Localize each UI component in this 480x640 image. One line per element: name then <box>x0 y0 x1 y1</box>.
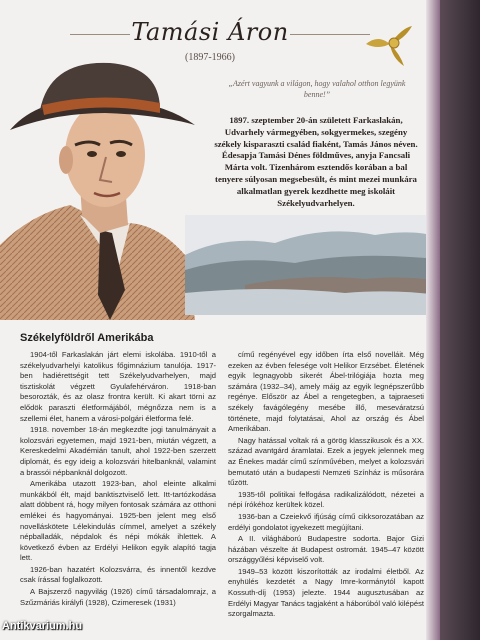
page-title: Tamási Áron <box>131 18 289 46</box>
paragraph: Nagy hatással voltak rá a görög klasszikusok és a XX. század avantgárd áramlatai. Ezek a jegyek jelennek meg az Énekes madár című színművében, melyet a kolozsvári bemutató után a budapesti Nemzeti Színház is műsorára tűzött. <box>228 435 424 488</box>
paragraph: 1936-ban a Czeiekvő ifjúság című cikksorozatában az erdélyi gondolatot igyekezett megújítani. <box>228 511 424 532</box>
paragraph: 1949–53 között kiszorították az irodalmi életből. Az enyhülés kezdetét a Nagy Imre-kormánytól kapott Kossuth-díj (1953) jelezte. 1944 augusztusában az Erdélyi Magyar Tanács tagjaként a háborúból való kilépést szorgalmazta. <box>228 566 424 619</box>
author-quote: „Azért vagyunk a világon, hogy valahol otthon legyünk benne!” <box>228 79 406 99</box>
paragraph: 1918. november 18-án megkezdte jogi tanulmányait a kolozsvári egyetemen, majd 1921-ben, miután végzett, a Kereskedelmi Akadémián tanult, ahol 1922-ben szerzett diplomát, és egy ideig a kolozsvári hitelbanknál, valamint a brassói népbanknál dolgozott. <box>20 425 216 477</box>
landscape-illustration <box>185 215 437 315</box>
paragraph: Amerikába utazott 1923-ban, ahol eleinte alkalmi munkákból élt, majd banktisztviselő lett. Itt-tartózkodása alatt döbbent rá, hogy milyen fontosak számára az otthoni emlékei és hagyományai. 1925-ben jelent meg első novelláskötete Lélekindulás címmel, amelyet a székely népballadák, népdalok és népi mókák ihlettek. A következő évben az Erdélyi Helikon egyik alapító tagja lett. <box>20 479 216 563</box>
book-edge <box>440 0 480 640</box>
gold-leaf-ornament-icon <box>364 22 414 68</box>
author-portrait <box>0 55 200 320</box>
page-binding <box>426 0 440 640</box>
section-heading: Székelyföldről Amerikába <box>20 332 154 344</box>
watermark: Antikvarium.hu <box>2 620 83 632</box>
paragraph: A Bajszerző nagyvilág (1926) című társadalomrajz, a Szűzmáriás királyfi (1928), Czimeresek (1931) <box>20 587 216 607</box>
text-column-right <box>228 350 424 621</box>
biography-intro: 1897. szeptember 20-án született Farkaslakán, Udvarhely vármegyében, sokgyermekes, szegény székely kisparaszti család fiaként, Tamás János néven. Édesapja Tamási Dénes földműves, anyja Fancsali Márta volt. Tizenhárom esztendős korában a bal tenyere súlyosan megsebesült, és mint mezei munkára alkalmatlan gyerek kezdhette meg iskoláit Székelyudvarhelyen. <box>214 115 418 208</box>
paragraph: 1935-től politikai felfogása radikalizálódott, nézetei a népi írókéhoz kerültek közel. <box>228 489 424 510</box>
text-column-left <box>20 350 216 609</box>
paragraph: 1904-től Farkaslakán járt elemi iskolába. 1910-től a székelyudvarhelyi katolikus főgimnázium tanulója. 1917-ben hadiérettségit tett Székelyudvarhelyen, majd tisztiskolát végzett Gyulafehérváron. 1918-ban besorozták, és az olasz frontra került. Ki akart törni az elődök paraszti életformájából, mégnőzza nem is a szellemi élet, hanem a városi-polgári életforma felé. <box>20 350 216 423</box>
life-years: (1897-1966) <box>185 52 235 63</box>
paragraph: A II. világháború Budapestre sodorta. Bajor Gizi házában vészelte át Budapest ostromát. 1945–47 között országgyűlési képviselő volt. <box>228 534 424 565</box>
paragraph: 1926-ban hazatért Kolozsvárra, és innentől kezdve csak írással foglalkozott. <box>20 564 216 585</box>
paragraph: című regényével egy időben írta első novelláit. Még ezeken az évben felesége volt Helikor Erzsébet. Életének egyik legnagyobb sikerét Ábel-trilógiája hozta meg számára (1932–34), amely máig az egyik legnépszerűbb regénye. Először az Ábel a rengetegben, a tajpraeseti székely favágólegény mesébe illő, meseváratzsú története, majd folytatásai, Ahol az ország és Ábel Amerikában. <box>228 350 424 434</box>
